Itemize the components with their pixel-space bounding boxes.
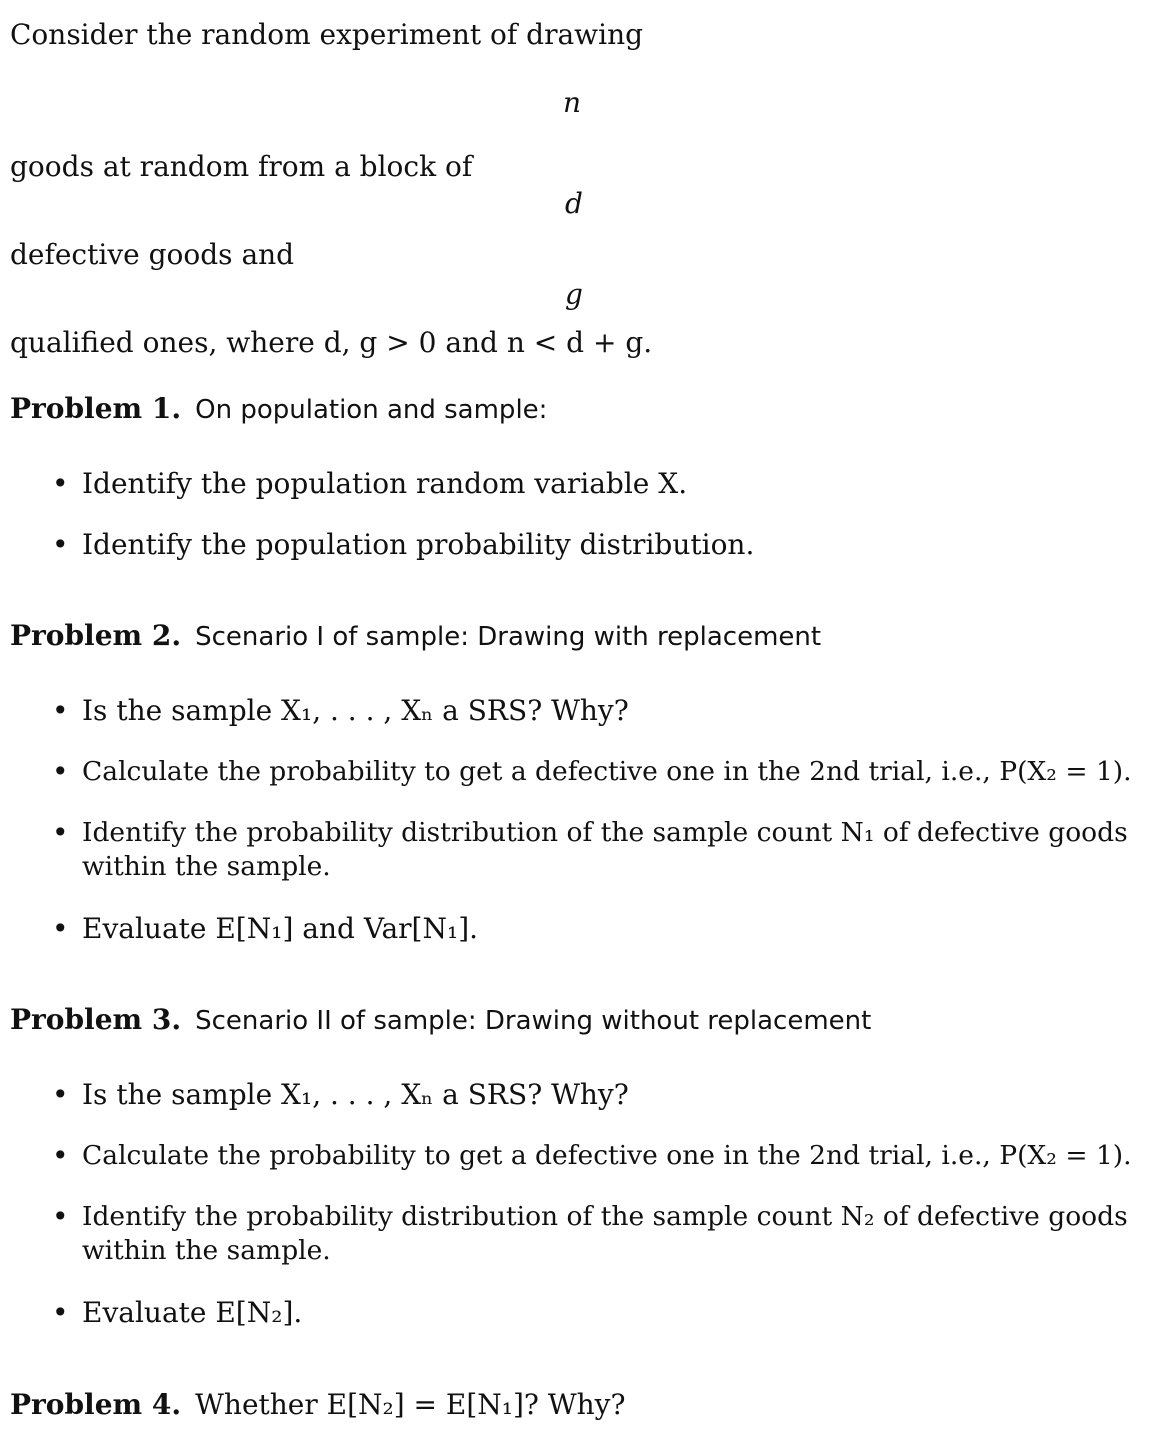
problem-4-heading	[10, 1388, 626, 1422]
problem-1-title: On population and sample:	[195, 395, 548, 425]
list-item-text: Calculate the probability to get a defective one in the 2nd trial, i.e., P(X₂ = 1).	[82, 756, 1132, 787]
bullet-icon: •	[52, 694, 69, 727]
bullet-icon: •	[52, 1078, 69, 1111]
list-item-text: Identify the probability distribution of the sample count N₁ of defective goods within the sample.	[82, 817, 1128, 882]
list-item-text: Is the sample X₁, . . . , Xₙ a SRS? Why?	[82, 694, 629, 727]
bullet-icon: •	[52, 1139, 69, 1172]
bullet-icon: •	[52, 816, 69, 849]
list-item-text: Identify the population probability distribution.	[82, 528, 755, 561]
problem-3-label: Problem 3.	[10, 1003, 182, 1036]
bullet-icon: •	[52, 1296, 69, 1329]
problem-2-label: Problem 2.	[10, 619, 182, 652]
problem-3-title: Scenario II of sample: Drawing without replacement	[195, 1006, 872, 1036]
intro-line-1: Consider the random experiment of drawing	[10, 18, 644, 51]
variable-n: n	[563, 86, 582, 119]
problem-1-label: Problem 1.	[10, 392, 182, 425]
problem-4-title: Whether E[N₂] = E[N₁]? Why?	[195, 1388, 626, 1421]
bullet-icon: •	[52, 467, 69, 500]
list-item-text: Evaluate E[N₂].	[82, 1296, 303, 1329]
bullet-icon: •	[52, 528, 69, 561]
list-item-text: Is the sample X₁, . . . , Xₙ a SRS? Why?	[82, 1078, 629, 1111]
problem-2-title: Scenario I of sample: Drawing with replacement	[195, 622, 822, 652]
problem-3-heading	[10, 1003, 871, 1038]
bullet-icon: •	[52, 912, 69, 945]
intro-line-2: goods at random from a block of	[10, 150, 473, 183]
variable-g: g	[565, 278, 583, 311]
problem-2-heading	[10, 619, 821, 654]
variable-d: d	[565, 187, 583, 220]
intro-line-4: qualified ones, where d, g > 0 and n < d + g.	[10, 326, 653, 359]
list-item-text: Identify the population random variable X.	[82, 467, 688, 500]
bullet-icon: •	[52, 755, 69, 788]
list-item-text: Identify the probability distribution of the sample count N₂ of defective goods within the sample.	[82, 1201, 1128, 1266]
intro-line-3: defective goods and	[10, 238, 295, 271]
problem-1-heading	[10, 392, 547, 427]
list-item-text: Calculate the probability to get a defective one in the 2nd trial, i.e., P(X₂ = 1).	[82, 1140, 1132, 1171]
problem-4-label: Problem 4.	[10, 1388, 182, 1421]
bullet-icon: •	[52, 1200, 69, 1233]
list-item-text: Evaluate E[N₁] and Var[N₁].	[82, 912, 479, 945]
